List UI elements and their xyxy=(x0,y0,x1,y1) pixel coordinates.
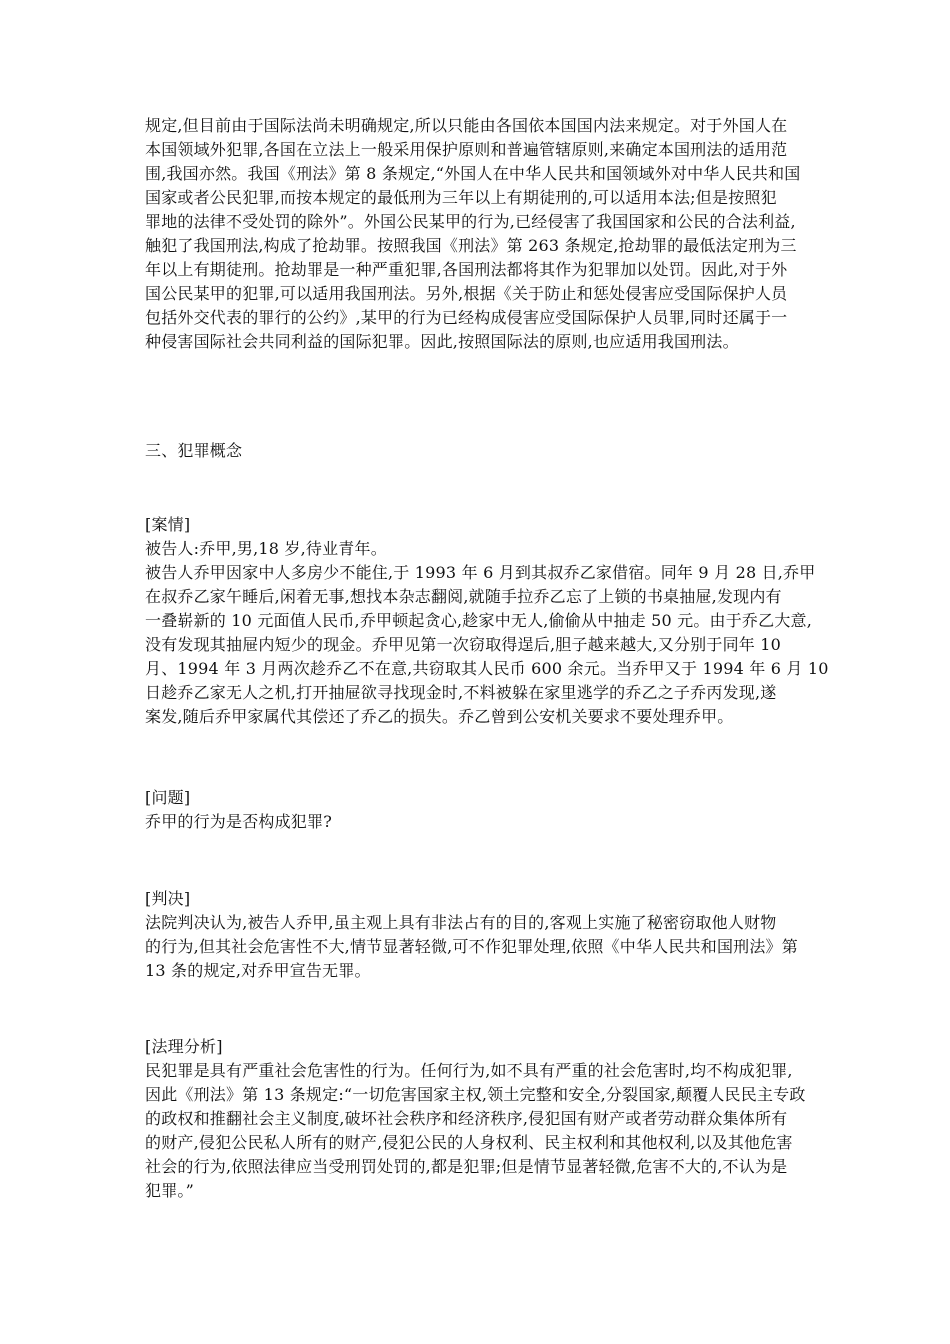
text-line: 种侵害国际社会共同利益的国际犯罪。因此,按照国际法的原则,也应适用我国刑法。 xyxy=(145,332,739,351)
text-line: 案发,随后乔甲家属代其偿还了乔乙的损失。乔乙曾到公安机关要求不要处理乔甲。 xyxy=(145,707,734,726)
text-line: 月、1994 年 3 月两次趁乔乙不在意,共窃取其人民币 600 余元。当乔甲又于 1994 年 6 月 10 xyxy=(145,659,829,678)
text-line: 的财产,侵犯公民私人所有的财产,侵犯公民的人身权利、民主权利和其他权利,以及其他危害 xyxy=(145,1133,793,1152)
text-line: 国家或者公民犯罪,而按本规定的最低刑为三年以上有期徒刑的,可以适用本法;但是按照犯 xyxy=(145,188,777,207)
analysis-heading: [法理分析] xyxy=(145,1037,223,1056)
text-line: 乔甲的行为是否构成犯罪? xyxy=(145,812,332,831)
text-line: 国公民某甲的犯罪,可以适用我国刑法。另外,根据《关于防止和惩处侵害应受国际保护人员 xyxy=(145,284,788,303)
question-section xyxy=(145,786,810,834)
section-title: 三、犯罪概念 xyxy=(145,441,243,460)
text-line: 因此《刑法》第 13 条规定:“一切危害国家主权,领土完整和安全,分裂国家,颠覆人民民主专政 xyxy=(145,1085,806,1104)
judgment-section xyxy=(145,887,810,983)
text-line: 年以上有期徒刑。抢劫罪是一种严重犯罪,各国刑法都将其作为犯罪加以处罚。因此,对于外 xyxy=(145,260,788,279)
text-line: 的政权和推翻社会主义制度,破坏社会秩序和经济秩序,侵犯国有财产或者劳动群众集体所有 xyxy=(145,1109,788,1128)
text-line: 包括外交代表的罪行的公约》,某甲的行为已经构成侵害应受国际保护人员罪,同时还属于一 xyxy=(145,308,788,327)
text-line: 社会的行为,依照法律应当受刑罚处罚的,都是犯罪;但是情节显著轻微,危害不大的,不认为是 xyxy=(145,1157,788,1176)
question-heading: [问题] xyxy=(145,788,191,807)
text-line: 罪地的法律不受处罚的除外”。外国公民某甲的行为,已经侵害了我国国家和公民的合法利益, xyxy=(145,212,796,231)
text-line: 一叠崭新的 10 元面值人民币,乔甲顿起贪心,趁家中无人,偷偷从中抽走 50 元。由于乔乙大意, xyxy=(145,611,813,630)
text-line: 触犯了我国刑法,构成了抢劫罪。按照我国《刑法》第 263 条规定,抢劫罪的最低法定刑为三 xyxy=(145,236,797,255)
case-heading: [案情] xyxy=(145,515,191,534)
text-line: 法院判决认为,被告人乔甲,虽主观上具有非法占有的目的,客观上实施了秘密窃取他人财物 xyxy=(145,913,777,932)
text-line: 民犯罪是具有严重社会危害性的行为。任何行为,如不具有严重的社会危害时,均不构成犯罪, xyxy=(145,1061,793,1080)
text-line: 13 条的规定,对乔甲宣告无罪。 xyxy=(145,961,371,980)
legal-analysis-section xyxy=(145,1035,810,1203)
text-line: 没有发现其抽屉内短少的现金。乔甲见第一次窃取得逞后,胆子越来越大,又分别于同年 10 xyxy=(145,635,782,654)
text-line: 犯罪。” xyxy=(145,1181,194,1200)
paragraph-jurisdiction xyxy=(145,114,810,354)
text-line: 日趁乔乙家无人之机,打开抽屉欲寻找现金时,不料被躲在家里逃学的乔乙之子乔丙发现,遂 xyxy=(145,683,777,702)
text-line: 规定,但目前由于国际法尚未明确规定,所以只能由各国依本国国内法来规定。对于外国人在 xyxy=(145,116,788,135)
text-line: 本国领域外犯罪,各国在立法上一般采用保护原则和普遍管辖原则,来确定本国刑法的适用范 xyxy=(145,140,788,159)
section-heading xyxy=(145,439,810,463)
text-line: 被告人乔甲因家中人多房少不能住,于 1993 年 6 月到其叔乔乙家借宿。同年 9 月 28 日,乔甲 xyxy=(145,563,816,582)
text-line: 被告人:乔甲,男,18 岁,待业青年。 xyxy=(145,539,387,558)
case-facts-section xyxy=(145,513,829,729)
text-line: 的行为,但其社会危害性不大,情节显著轻微,可不作犯罪处理,依照《中华人民共和国刑法》第 xyxy=(145,937,798,956)
text-line: 在叔乔乙家午睡后,闲着无事,想找本杂志翻阅,就随手拉乔乙忘了上锁的书桌抽屉,发现内有 xyxy=(145,587,782,606)
judgment-heading: [判决] xyxy=(145,889,191,908)
text-line: 围,我国亦然。我国《刑法》第 8 条规定,“外国人在中华人民共和国领域外对中华人民共和国 xyxy=(145,164,801,183)
